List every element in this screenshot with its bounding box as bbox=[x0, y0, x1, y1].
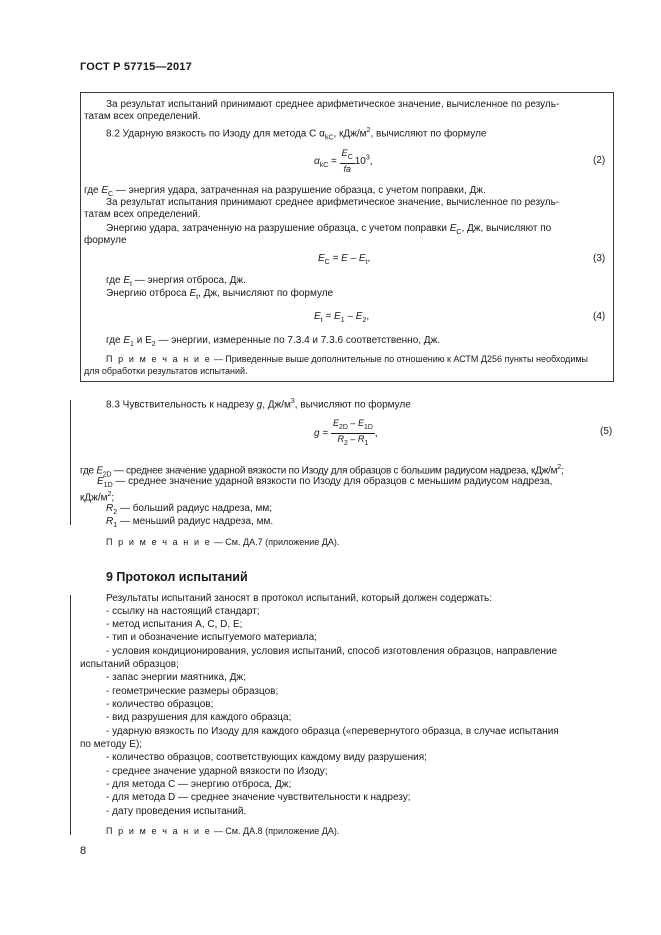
report-item: - вид разрушения для каждого образца; bbox=[106, 712, 292, 723]
report-item: - ссылку на настоящий стандарт; bbox=[106, 606, 260, 617]
box-paragraph-line: татам всех определений. bbox=[84, 111, 201, 122]
report-item: - запас энергии маятника, Дж; bbox=[106, 672, 246, 683]
page-number: 8 bbox=[80, 845, 87, 857]
box-paragraph-line: татам всех определений. bbox=[84, 209, 201, 220]
formula-4: $E_t = E_1 - E_2$, bbox=[314, 311, 370, 324]
box-paragraph-line: За результат испытаний принимают среднее арифметическое значение, вычисленное по резуль- bbox=[106, 99, 560, 110]
formula-2: $\alpha_{kC}$ = $\frac{E_C}{fa}$ $10^3$, bbox=[314, 148, 373, 174]
section-9-intro: Результаты испытаний заносят в протокол испытаний, который должен содержать: bbox=[106, 593, 493, 604]
where-e1d: $E_{1D}$ — среднее значение ударной вязкости по Изоду для образцов с меньшим радиусом надреза, bbox=[97, 476, 553, 489]
section-9-heading: 9 Протокол испытаний bbox=[106, 570, 248, 584]
box-paragraph-line: формуле bbox=[84, 235, 127, 246]
box-note: П р и м е ч а н и е — Приведенные выше дополнительные по отношению к АСТМ Д256 пункты необходимы bbox=[106, 354, 588, 364]
where-et: где $E_t$ — энергия отброса, Дж. bbox=[106, 275, 246, 288]
formula-number-5: (5) bbox=[600, 426, 613, 437]
formula-number-3: (3) bbox=[593, 253, 606, 264]
formula-number-2: (2) bbox=[593, 155, 606, 166]
formula-3: $E_C = E - E_t$, bbox=[318, 253, 371, 266]
formula-5: g = $\frac{E_{2D} - E_{1D}}{R_2 - R_1}$ , bbox=[314, 418, 378, 447]
box-note-line-2: для обработки результатов испытаний. bbox=[84, 366, 248, 376]
report-item: - для метода С — энергию отброса, Дж; bbox=[106, 779, 292, 790]
change-bar bbox=[70, 400, 71, 525]
report-item: - среднее значение ударной вязкости по Изоду; bbox=[106, 766, 328, 777]
report-item: - условия кондиционирования, условия испытаний, способ изготовления образцов, направление bbox=[106, 646, 558, 657]
box-paragraph-line: За результат испытания принимают среднее арифметическое значение, вычисленное по резуль- bbox=[106, 197, 560, 208]
where-r1: $R_1$ — меньший радиус надреза, мм. bbox=[106, 516, 274, 529]
report-item: - количество образцов, соответствующих каждому виду разрушения; bbox=[106, 752, 427, 763]
report-item: - геометрические размеры образцов; bbox=[106, 686, 279, 697]
energy-ec-paragraph: Энергию удара, затраченную на разрушение образца, с учетом поправки $E_C$, Дж, вычисляют по bbox=[106, 223, 552, 236]
clause-8-3: 8.3 Чувствительность к надрезу g, $Дж/м^3$, вычисляют по формуле bbox=[106, 398, 411, 411]
report-item: - дату проведения испытаний. bbox=[106, 806, 247, 817]
report-item: - метод испытания А, С, D, Е; bbox=[106, 619, 243, 630]
document-header: ГОСТ Р 57715—2017 bbox=[80, 61, 192, 73]
report-item: - тип и обозначение испытуемого материала; bbox=[106, 632, 317, 643]
energy-et-paragraph: Энергию отброса $E_t$, Дж, вычисляют по формуле bbox=[106, 288, 334, 301]
where-r2: $R_2$ — больший радиус надреза, мм; bbox=[106, 503, 273, 516]
where-ec: где $E_C$ — энергия удара, затраченная на разрушение образца, с учетом поправки, Дж. bbox=[84, 185, 486, 198]
report-item: - для метода D — среднее значение чувствительности к надрезу; bbox=[106, 792, 411, 803]
report-item-continuation: испытаний образцов; bbox=[80, 659, 179, 670]
clause-8-2: 8.2 Ударную вязкость по Изоду для метода С $\alpha_{kC}$, кДж/$м^2$, вычисляют по формуле bbox=[106, 127, 487, 142]
where-e1-e2: где $E_1$ и $E_2$ — энергии, измеренные по 7.3.4 и 7.3.6 соответственно, Дж. bbox=[106, 335, 441, 348]
report-item: - ударную вязкость по Изоду для каждого образца («перевернутого образца, в случае испытания bbox=[106, 726, 559, 737]
where-e1d-unit: кДж/$м^2$; bbox=[80, 491, 115, 504]
report-item: - количество образцов; bbox=[106, 699, 214, 710]
note-8-3: П р и м е ч а н и е — См. ДА.7 (приложение ДА). bbox=[106, 537, 340, 547]
change-bar bbox=[70, 595, 71, 835]
report-item-continuation: по методу Е); bbox=[80, 739, 143, 750]
where-e2d: где $E_{2D}$ — среднее значение ударной вязкости по Изоду для образцов с большим радиусом надреза, кДж/$м^2$; bbox=[80, 464, 564, 479]
note-9: П р и м е ч а н и е — См. ДА.8 (приложение ДА). bbox=[106, 826, 340, 836]
formula-number-4: (4) bbox=[593, 311, 606, 322]
